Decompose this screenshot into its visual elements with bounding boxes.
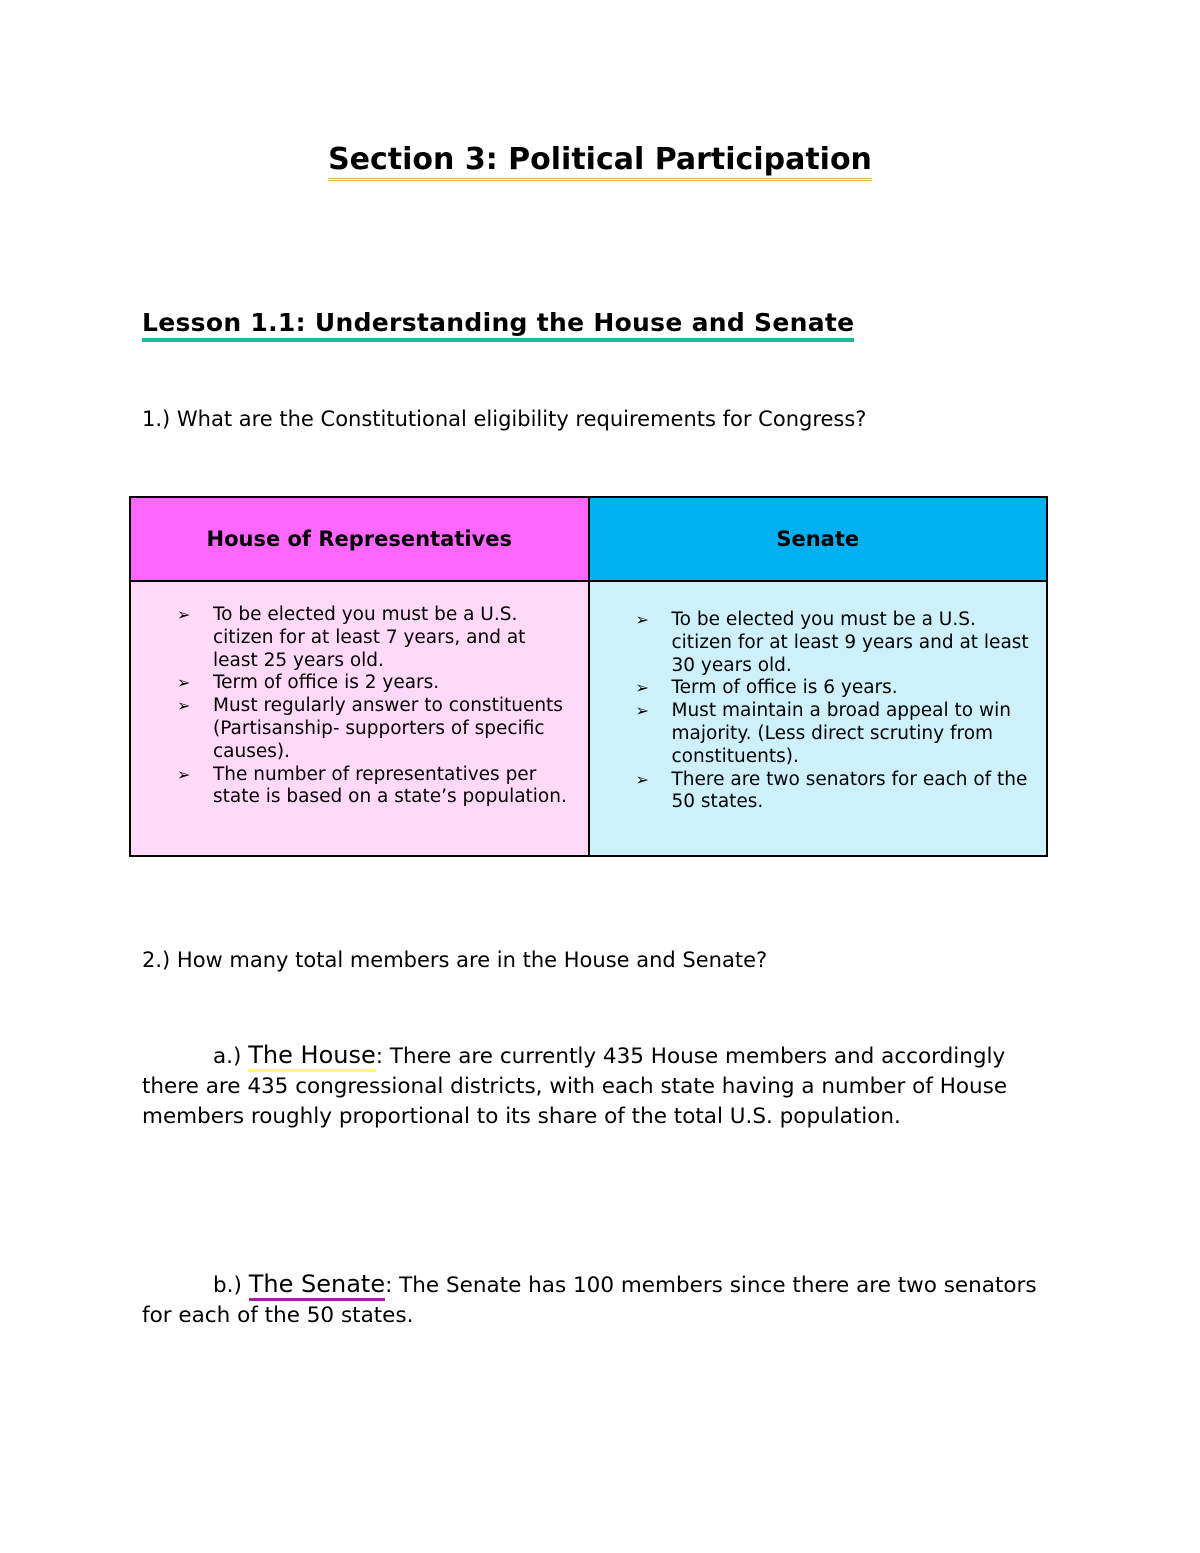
arrowhead-bullet-icon: ➢ xyxy=(635,769,649,789)
table-header-row xyxy=(130,497,1047,581)
page-title xyxy=(0,140,1200,181)
senate-requirements-cell xyxy=(589,581,1048,856)
arrowhead-bullet-icon: ➢ xyxy=(635,701,649,721)
list-item: ➢ Term of office is 6 years. xyxy=(635,677,898,699)
house-requirements-list xyxy=(131,582,588,809)
senate-term: The Senate xyxy=(249,1270,385,1301)
lesson-heading-text: Lesson 1.1: Understanding the House and Senate xyxy=(142,308,854,342)
answer-house xyxy=(142,1040,1052,1132)
house-term: The House xyxy=(248,1041,375,1072)
list-item: ➢ Must regularly answer to constituents (Partisanship- supporters of specific causes). xyxy=(177,695,563,762)
arrowhead-bullet-icon: ➢ xyxy=(177,764,191,784)
arrowhead-bullet-icon: ➢ xyxy=(177,696,191,716)
answer-senate-text: : The Senate has 100 members since there are two senators for each of the 50 states. xyxy=(142,1273,1037,1328)
list-item: ➢ Term of office is 2 years. xyxy=(177,672,440,694)
arrowhead-bullet-icon: ➢ xyxy=(177,673,191,693)
list-item: ➢ The number of representatives per state is based on a state’s population. xyxy=(177,763,567,808)
answer-senate-prefix: b.) xyxy=(213,1273,242,1298)
list-item: ➢ There are two senators for each of the 50 states. xyxy=(635,768,1028,813)
arrowhead-bullet-icon: ➢ xyxy=(177,605,191,624)
senate-header: Senate xyxy=(589,497,1048,581)
answer-house-prefix: a.) xyxy=(213,1044,242,1069)
list-item: ➢ To be elected you must be a U.S. citizen for at least 7 years, and at least 25 years old. xyxy=(177,604,526,671)
arrowhead-bullet-icon: ➢ xyxy=(635,610,649,629)
answer-senate xyxy=(142,1269,1052,1331)
lesson-heading xyxy=(142,306,854,342)
answer-house-text: : There are currently 435 House members and accordingly there are 435 congressional districts, with each state having a number of House members roughly proportional to its share of the total U.S. population. xyxy=(142,1044,1008,1129)
table-body-row xyxy=(130,581,1047,856)
question-2: 2.) How many total members are in the House and Senate? xyxy=(142,948,768,972)
list-item: ➢ Must maintain a broad appeal to win majority. (Less direct scrutiny from constituents). xyxy=(635,700,1011,767)
house-requirements-cell xyxy=(130,581,589,856)
question-1: 1.) What are the Constitutional eligibility requirements for Congress? xyxy=(142,407,867,431)
senate-requirements-list xyxy=(590,582,1047,814)
page-title-text: Section 3: Political Participation xyxy=(328,142,872,181)
arrowhead-bullet-icon: ➢ xyxy=(635,678,649,698)
house-header: House of Representatives xyxy=(130,497,589,581)
requirements-table xyxy=(129,496,1048,857)
list-item: ➢ To be elected you must be a U.S. citizen for at least 9 years and at least 30 years old. xyxy=(635,609,1029,676)
